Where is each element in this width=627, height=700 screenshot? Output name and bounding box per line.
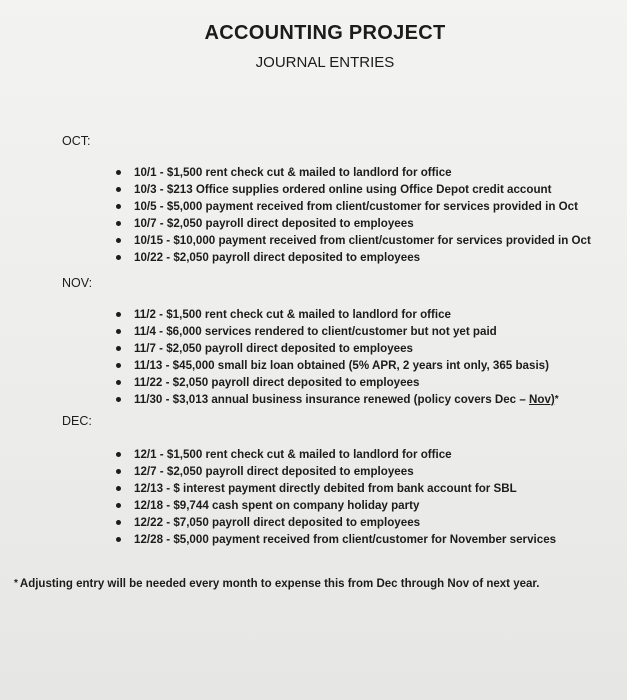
list-item: 11/7 - $2,050 payroll direct deposited to employees: [116, 340, 559, 357]
oct-entry-list: [116, 164, 591, 266]
footnote-marker: *: [554, 394, 559, 405]
list-item: 12/7 - $2,050 payroll direct deposited to employees: [116, 463, 556, 480]
list-item: 10/22 - $2,050 payroll direct deposited to employees: [116, 249, 591, 266]
footnote: [14, 578, 539, 590]
footnote-star: *: [14, 578, 18, 589]
entry-text: 11/30 - $3,013 annual business insurance renewed (policy covers Dec –: [134, 393, 530, 406]
list-item: 12/18 - $9,744 cash spent on company holiday party: [116, 497, 556, 514]
list-item: 10/15 - $10,000 payment received from client/customer for services provided in Oct: [116, 232, 591, 249]
underlined-term: Nov): [529, 393, 555, 406]
footnote-text: Adjusting entry will be needed every month to expense this from Dec through Nov of next year.: [19, 578, 540, 590]
nov-entry-list: [116, 306, 559, 408]
list-item: 12/13 - $ interest payment directly debited from bank account for SBL: [116, 480, 556, 497]
list-item: 12/22 - $7,050 payroll direct deposited to employees: [116, 514, 556, 531]
dec-entry-list: [116, 446, 556, 548]
list-item: 11/2 - $1,500 rent check cut & mailed to landlord for office: [116, 306, 559, 323]
list-item: 12/1 - $1,500 rent check cut & mailed to landlord for office: [116, 446, 556, 463]
list-item: 12/28 - $5,000 payment received from client/customer for November services: [116, 531, 556, 548]
list-item: 10/1 - $1,500 rent check cut & mailed to landlord for office: [116, 164, 591, 181]
list-item: 10/5 - $5,000 payment received from client/customer for services provided in Oct: [116, 198, 591, 215]
list-item: [116, 391, 559, 408]
month-label-oct: OCT:: [62, 134, 91, 148]
list-item: 10/3 - $213 Office supplies ordered online using Office Depot credit account: [116, 181, 591, 198]
month-label-dec: DEC:: [62, 414, 92, 428]
list-item: 10/7 - $2,050 payroll direct deposited to employees: [116, 215, 591, 232]
list-item: 11/4 - $6,000 services rendered to client/customer but not yet paid: [116, 323, 559, 340]
list-item: 11/22 - $2,050 payroll direct deposited to employees: [116, 374, 559, 391]
month-label-nov: NOV:: [62, 276, 93, 290]
page-title: ACCOUNTING PROJECT: [204, 22, 446, 44]
page-subtitle: JOURNAL ENTRIES: [255, 54, 395, 71]
list-item: 11/13 - $45,000 small biz loan obtained (5% APR, 2 years int only, 365 basis): [116, 357, 559, 374]
